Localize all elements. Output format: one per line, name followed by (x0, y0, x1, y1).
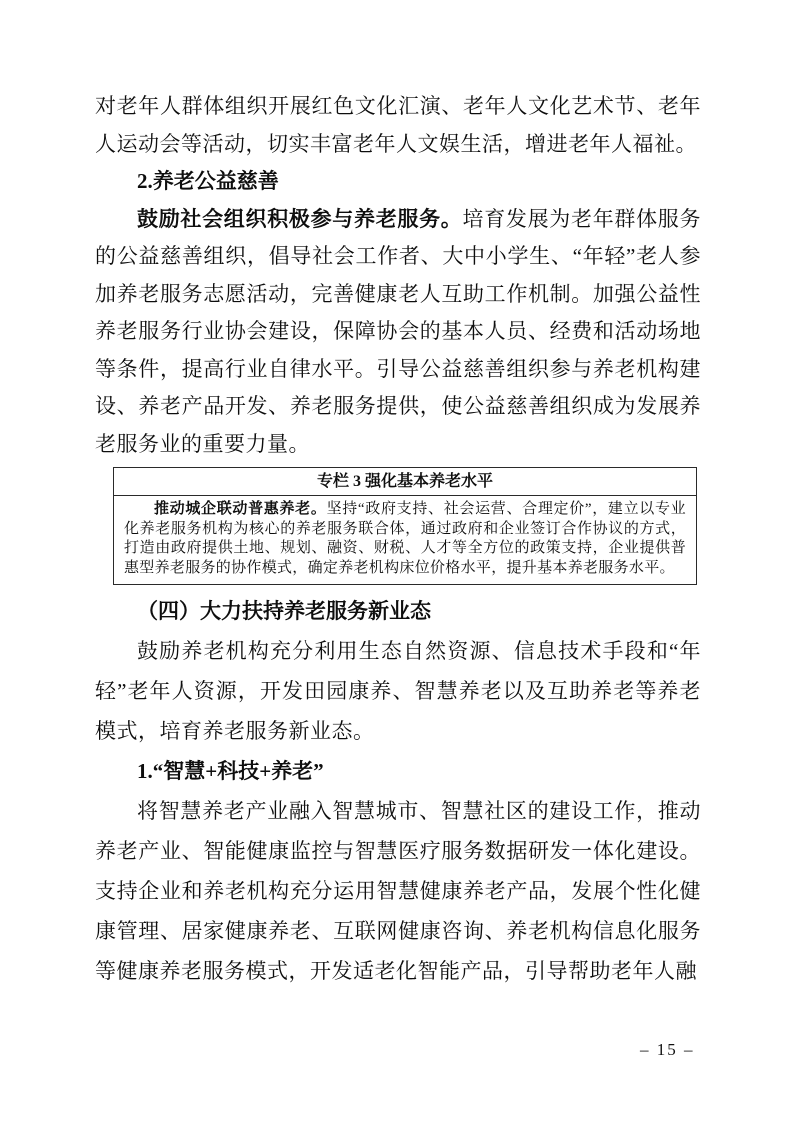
heading-smart-tech: 1.“智慧+科技+养老” (137, 759, 324, 783)
heading-elderly-charity: 2.养老公益慈善 (137, 169, 279, 193)
paragraph-charity-body: 培育发展为老年群体服务的公益慈善组织，倡导社会工作者、大中小学生、“年轻”老人参加养老服务志愿活动，完善健康老人互助工作机制。加强公益性养老服务行业协会建设，保障协会的基本人员、经费和活动场地等条件，提高行业自律水平。引导公益慈善组织参与养老机构建设、养老产品开发、养老服务提供，使公益慈善组织成为发展养老服务业的重要力量。 (95, 206, 701, 456)
paragraph-new-business: 鼓励养老机构充分利用生态自然资源、信息技术手段和“年轻”老年人资源，开发田园康养、智慧养老以及互助养老等养老模式，培育养老服务新业态。 (95, 639, 701, 743)
callout-box-title: 专栏 3 强化基本养老水平 (114, 468, 696, 496)
callout-box-body (114, 496, 696, 584)
paragraph-charity-lead: 鼓励社会组织积极参与养老服务。 (137, 206, 463, 231)
page-content (95, 88, 701, 991)
callout-box-3 (113, 467, 697, 585)
callout-box-text: 坚持“政府支持、社会运营、合理定价”，建立以专业化养老服务机构为核心的养老服务联合体，通过政府和企业签订合作协议的方式，打造由政府提供土地、规划、融资、财税、人才等全方位的政策支持，企业提供普惠型养老服务的协作模式，确定养老机构床位价格水平，提升基本养老服务水平。 (124, 501, 686, 576)
heading-section-four: （四）大力扶持养老服务新业态 (137, 599, 431, 623)
callout-box-lead: 推动城企联动普惠养老。 (154, 501, 327, 517)
paragraph-smart-tech: 将智慧养老产业融入智慧城市、智慧社区的建设工作，推动养老产业、智能健康监控与智慧医疗服务数据研发一体化建设。支持企业和养老机构充分运用智慧健康养老产品，发展个性化健康管理、居家健康养老、互联网健康咨询、养老机构信息化服务等健康养老服务模式，开发适老化智能产品，引导帮助老年人融 (95, 799, 701, 983)
page-number: – 15 – (640, 1040, 695, 1059)
paragraph-charity (95, 201, 701, 464)
paragraph-continuation: 对老年人群体组织开展红色文化汇演、老年人文化艺术节、老年人运动会等活动，切实丰富老年人文娱生活，增进老年人福祉。 (95, 94, 701, 156)
